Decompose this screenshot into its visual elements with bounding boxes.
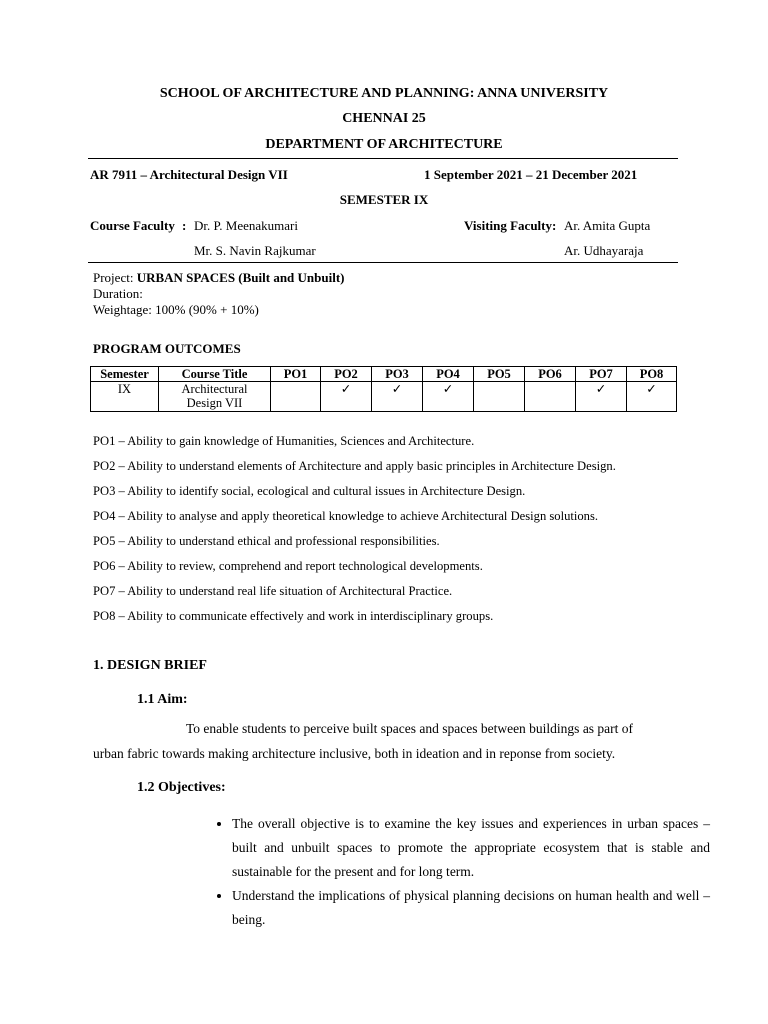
visiting-faculty-label: Visiting Faculty:	[464, 218, 557, 233]
project-weightage: Weightage: 100% (90% + 10%)	[93, 302, 259, 317]
header-divider	[88, 158, 678, 159]
aim-text-line-2: urban fabric towards making architecture inclusive, both in ideation and in reponse from society.	[93, 746, 616, 761]
visiting-faculty-1: Ar. Amita Gupta	[564, 218, 651, 233]
list-item: • The overall objective is to examine the key issues and experiences in urban spaces – built and unbuilt spaces to promote the appropriate ecosystem that is stable and sustainable for the present and for long term.	[232, 812, 710, 884]
course-divider	[88, 262, 678, 263]
project-line	[93, 270, 345, 286]
visiting-faculty-2: Ar. Udhayaraja	[564, 243, 644, 258]
table-header-cell: Course Title	[159, 367, 271, 382]
program-outcomes-heading: PROGRAM OUTCOMES	[93, 341, 241, 356]
list-item: PO2 – Ability to understand elements of Architecture and apply basic principles in Architecture Design.	[93, 459, 616, 473]
list-item: PO1 – Ability to gain knowledge of Humanities, Sciences and Architecture.	[93, 434, 475, 448]
course-faculty-2: Mr. S. Navin Rajkumar	[194, 243, 316, 258]
aim-heading: 1.1 Aim:	[137, 692, 188, 707]
po8-check-cell: ✓	[627, 382, 677, 412]
po5-check-cell	[474, 382, 525, 412]
list-item: PO6 – Ability to review, comprehend and report technological developments.	[93, 559, 483, 573]
course-title-cell: Architectural Design VII	[159, 382, 271, 412]
objectives-list	[200, 812, 710, 932]
city-title: CHENNAI 25	[342, 111, 426, 126]
table-header-cell: PO1	[271, 367, 321, 382]
table-header-row	[91, 367, 677, 382]
table-header-cell: PO3	[372, 367, 423, 382]
po4-check-cell: ✓	[423, 382, 474, 412]
course-code-title: AR 7911 – Architectural Design VII	[90, 167, 288, 182]
po6-check-cell	[525, 382, 576, 412]
list-item: PO8 – Ability to communicate effectively and work in interdisciplinary groups.	[93, 609, 494, 623]
semester-label: SEMESTER IX	[339, 192, 429, 207]
table-header-cell: PO5	[474, 367, 525, 382]
list-item: PO3 – Ability to identify social, ecological and cultural issues in Architecture Design.	[93, 484, 526, 498]
table-header-cell: PO2	[321, 367, 372, 382]
table-header-cell: PO4	[423, 367, 474, 382]
design-brief-heading: 1. DESIGN BRIEF	[93, 658, 207, 673]
po7-check-cell: ✓	[576, 382, 627, 412]
table-row	[91, 382, 677, 412]
list-item: PO7 – Ability to understand real life situation of Architectural Practice.	[93, 584, 453, 598]
po2-check-cell: ✓	[321, 382, 372, 412]
table-header-cell: PO7	[576, 367, 627, 382]
project-label: Project:	[93, 270, 134, 285]
project-name: URBAN SPACES (Built and Unbuilt)	[136, 270, 345, 285]
objectives-heading: 1.2 Objectives:	[137, 780, 226, 795]
semester-cell: IX	[91, 382, 159, 412]
table-header-cell: PO6	[525, 367, 576, 382]
list-item: • Understand the implications of physical planning decisions on human health and well – being.	[232, 884, 710, 932]
course-faculty-label: Course Faculty	[90, 218, 175, 233]
course-dates: 1 September 2021 – 21 December 2021	[424, 167, 638, 182]
project-duration: Duration:	[93, 286, 143, 301]
table-header-cell: Semester	[91, 367, 159, 382]
po3-check-cell: ✓	[372, 382, 423, 412]
list-item: PO4 – Ability to analyse and apply theoretical knowledge to achieve Architectural Design solutions.	[93, 509, 599, 523]
aim-text-line-1: To enable students to perceive built spaces and spaces between buildings as part of	[186, 721, 634, 736]
po1-check-cell	[271, 382, 321, 412]
list-item: PO5 – Ability to understand ethical and professional responsibilities.	[93, 534, 440, 548]
course-faculty-colon: :	[182, 218, 187, 233]
program-outcomes-table	[90, 366, 677, 412]
department-title: DEPARTMENT OF ARCHITECTURE	[265, 137, 503, 152]
table-header-cell: PO8	[627, 367, 677, 382]
school-title: SCHOOL OF ARCHITECTURE AND PLANNING: ANNA UNIVERSITY	[159, 86, 609, 101]
course-faculty-1: Dr. P. Meenakumari	[194, 218, 298, 233]
